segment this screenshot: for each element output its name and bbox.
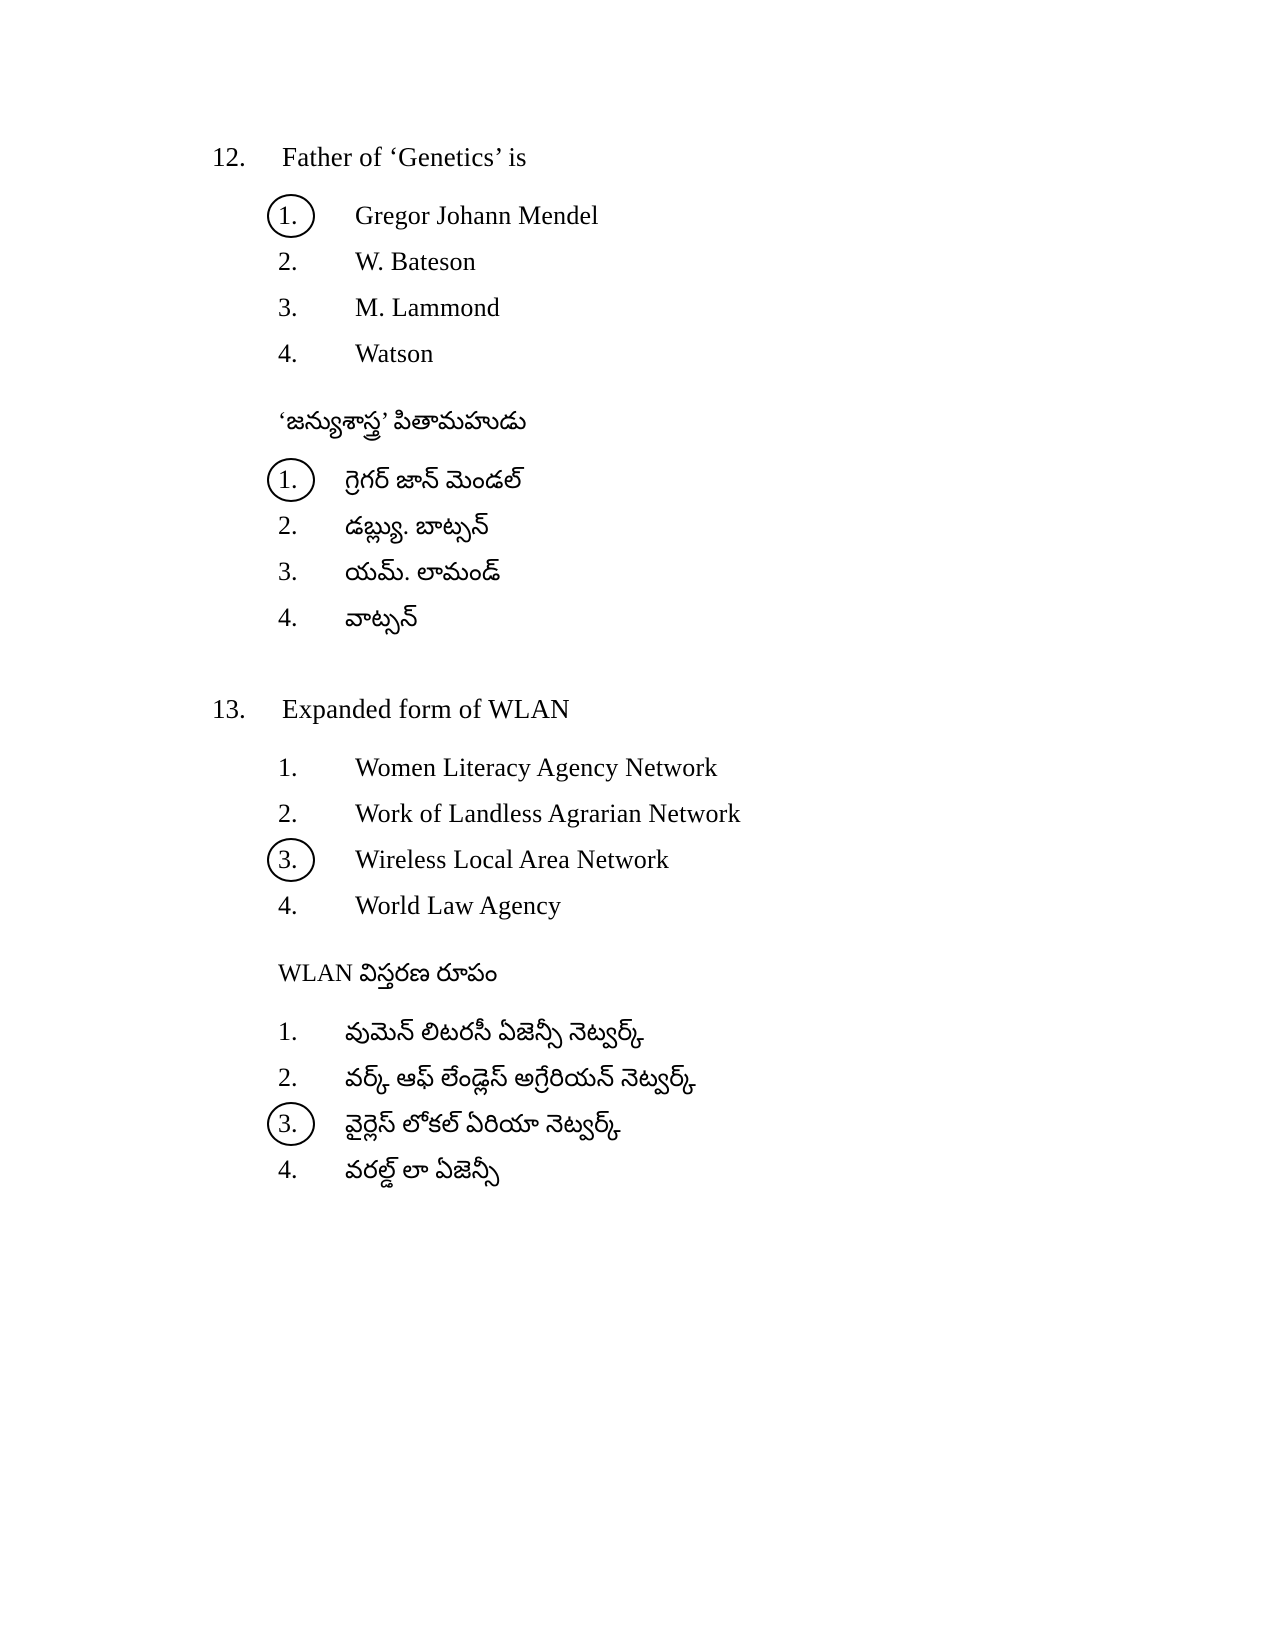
option-marker-13-te-3[interactable] [278,1106,345,1142]
question-block-13 [0,690,1275,1190]
option-marker-13-en-1 [278,750,355,786]
question-prompt-13-te-row [0,954,1275,994]
option-number-12-te-3: 3. [278,557,298,586]
option-text-12-te-4: వాట్సన్ [345,605,418,632]
question-number-13: 13. [212,694,246,724]
option-row-13-en-4[interactable] [0,888,1275,924]
option-number-12-en-3: 3. [278,293,298,322]
option-number-13-te-3: 3. [278,1109,298,1138]
option-number-13-en-1: 1. [278,753,298,782]
option-row-13-te-3[interactable] [0,1106,1275,1144]
option-text-13-te-2: వర్క్ ఆఫ్ లేండ్లెస్ అగ్రేరియన్ నెట్వర్క్ [345,1065,697,1092]
option-marker-13-en-2 [278,796,355,832]
option-row-12-te-1[interactable] [0,462,1275,500]
option-marker-12-te-4 [278,600,345,636]
question-header-12 [0,138,1275,176]
option-marker-13-en-3[interactable] [278,842,355,878]
option-text-13-en-4: World Law Agency [355,891,562,920]
option-text-12-te-1: గ్రెగర్ జాన్ మెండల్ [345,467,522,494]
option-text-12-en-4: Watson [355,339,434,368]
question-prompt-12-te: ‘జన్యుశాస్త్ర’ పితామహుడు [278,408,527,435]
option-number-12-te-2: 2. [278,511,298,540]
question-number-12: 12. [212,142,246,172]
option-text-12-en-1: Gregor Johann Mendel [355,201,599,230]
option-row-13-en-3[interactable] [0,842,1275,878]
option-row-12-te-4[interactable] [0,600,1275,638]
option-marker-13-te-1 [278,1014,345,1050]
question-block-12 [0,138,1275,638]
question-prompt-12-en: Father of ‘Genetics’ is [282,142,527,172]
option-number-13-en-3: 3. [278,845,298,874]
option-number-13-te-1: 1. [278,1017,298,1046]
option-row-12-en-4[interactable] [0,336,1275,372]
option-text-12-en-2: W. Bateson [355,247,476,276]
option-text-13-en-3: Wireless Local Area Network [355,845,670,874]
option-text-12-en-3: M. Lammond [355,293,500,322]
question-prompt-12-te-row [0,402,1275,442]
option-text-13-te-1: వుమెన్ లిటరసీ ఏజెన్సీ నెట్వర్క్ [345,1019,645,1046]
question-prompt-13-en: Expanded form of WLAN [282,694,570,724]
option-marker-12-en-3 [278,290,355,326]
option-row-12-en-1[interactable] [0,198,1275,234]
question-header-13 [0,690,1275,728]
option-text-12-te-3: యమ్. లామండ్ [345,559,501,586]
option-row-12-en-2[interactable] [0,244,1275,280]
option-marker-12-te-2 [278,508,345,544]
option-text-13-en-1: Women Literacy Agency Network [355,753,718,782]
option-number-12-en-2: 2. [278,247,298,276]
option-number-13-en-2: 2. [278,799,298,828]
option-row-13-en-1[interactable] [0,750,1275,786]
option-row-12-te-3[interactable] [0,554,1275,592]
option-marker-12-en-2 [278,244,355,280]
option-row-13-te-1[interactable] [0,1014,1275,1052]
option-marker-13-en-4 [278,888,355,924]
option-number-12-te-4: 4. [278,603,298,632]
option-marker-13-te-4 [278,1152,345,1188]
option-number-12-en-4: 4. [278,339,298,368]
option-number-12-en-1: 1. [278,201,298,230]
option-row-13-te-2[interactable] [0,1060,1275,1098]
option-text-12-te-2: డబ్ల్యు. బాట్సన్ [345,513,489,540]
option-text-13-te-3: వైర్లెస్ లోకల్ ఏరియా నెట్వర్క్ [345,1111,621,1138]
option-number-12-te-1: 1. [278,465,298,494]
option-marker-12-te-1[interactable] [278,462,345,498]
option-number-13-en-4: 4. [278,891,298,920]
option-row-12-te-2[interactable] [0,508,1275,546]
option-marker-13-te-2 [278,1060,345,1096]
option-row-13-te-4[interactable] [0,1152,1275,1190]
option-row-13-en-2[interactable] [0,796,1275,832]
question-prompt-13-te: WLAN విస్తరణ రూపం [278,960,498,987]
option-row-12-en-3[interactable] [0,290,1275,326]
option-marker-12-en-1[interactable] [278,198,355,234]
option-text-13-te-4: వరల్డ్ లా ఏజెన్సీ [345,1157,500,1184]
option-text-13-en-2: Work of Landless Agrarian Network [355,799,741,828]
option-marker-12-te-3 [278,554,345,590]
option-number-13-te-4: 4. [278,1155,298,1184]
option-marker-12-en-4 [278,336,355,372]
option-number-13-te-2: 2. [278,1063,298,1092]
